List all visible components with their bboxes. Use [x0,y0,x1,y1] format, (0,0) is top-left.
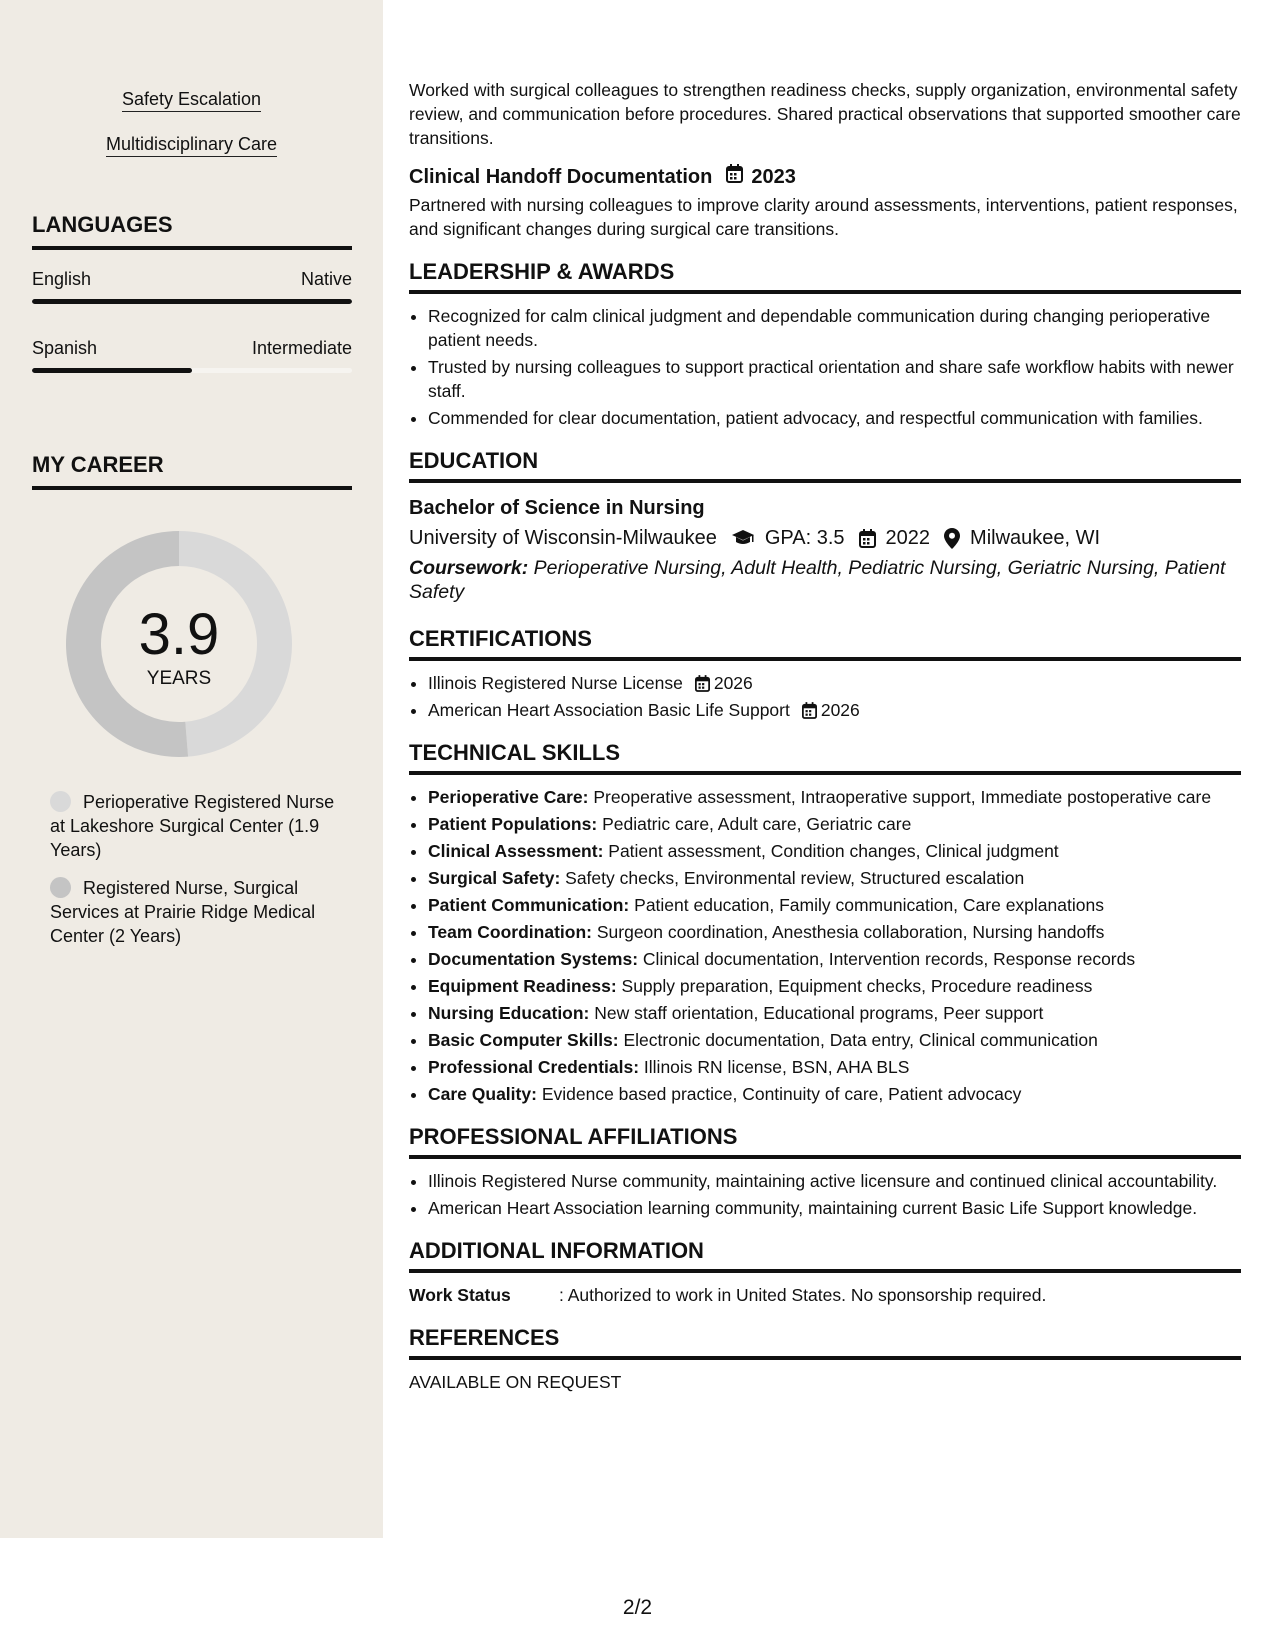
skill-tag [0,88,383,110]
skill-text: Surgeon coordination, Anesthesia collaboration, Nursing handoffs [596,922,1105,942]
skill-label: Professional Credentials: [428,1057,640,1077]
certification-item [428,671,1241,695]
list-item: • Commended for clear documentation, patient advocacy, and respectful communication with families. [428,406,1241,430]
career-donut-chart [66,531,292,757]
language-row [32,268,352,290]
graduation-cap-icon [731,529,755,547]
certifications-list [409,671,1241,722]
education-year: 2022 [885,527,931,549]
language-level: Native [300,269,352,289]
calendar-icon [802,702,817,719]
language-name: Spanish [32,338,98,358]
sidebar [0,0,383,1538]
skill-item [428,812,1241,836]
certification-name: • American Heart Association Basic Life Support [428,700,790,720]
project-title: Clinical Handoff Documentation [409,166,713,188]
skill-label: Perioperative Care: [428,787,589,807]
skills-list [409,785,1241,1106]
career-years-label: YEARS [146,668,212,689]
skill-text: Electronic documentation, Data entry, Clinical communication [623,1030,1098,1050]
skill-text: Illinois RN license, BSN, AHA BLS [643,1057,910,1077]
skill-label: Patient Populations: [428,814,598,834]
language-proficiency-bar [32,368,352,373]
education-details [409,525,1241,551]
skill-item [428,920,1241,944]
list-item: • Illinois Registered Nurse community, maintaining active licensure and continued clinical accountability. [428,1169,1241,1193]
skill-item [428,785,1241,809]
references-heading: REFERENCES [409,1325,1241,1360]
skill-label: Basic Computer Skills: [428,1030,619,1050]
project-description: Partnered with nursing colleagues to improve clarity around assessments, interventions, patient responses, and significant changes during surgical care transitions. [409,195,1238,239]
career-legend-text: Perioperative Registered Nurse at Lakeshore Surgical Center (1.9 Years) [50,792,335,860]
career-legend-item [50,876,340,948]
skill-label: Equipment Readiness: [428,976,617,996]
legend-dot-icon [50,791,71,812]
certification-item [428,698,1241,722]
certification-year: 2026 [713,673,753,693]
skill-item [428,1055,1241,1079]
skill-label: Patient Communication: [428,895,630,915]
work-status-label: Work Status [409,1285,511,1305]
skill-item [428,893,1241,917]
list-item: • Trusted by nursing colleagues to support practical orientation and share safe workflow habits with newer staff. [428,355,1241,403]
certification-year: 2026 [820,700,860,720]
work-status-value: : Authorized to work in United States. No sponsorship required. [559,1285,1047,1305]
language-proficiency-fill [32,368,192,373]
skill-item [428,866,1241,890]
skill-text: Supply preparation, Equipment checks, Procedure readiness [621,976,1093,996]
language-row [32,337,352,359]
certification-name: • Illinois Registered Nurse License [428,673,683,693]
skills-heading: TECHNICAL SKILLS [409,740,1241,775]
page-number: 2/2 [622,1596,653,1619]
education-location: Milwaukee, WI [970,527,1101,549]
skill-label: Surgical Safety: [428,868,561,888]
skill-text: Preoperative assessment, Intraoperative support, Immediate postoperative care [593,787,1212,807]
language-proficiency-fill [32,299,352,304]
main-content [409,78,1241,1394]
skill-item [428,947,1241,971]
career-legend-text: Registered Nurse, Surgical Services at Prairie Ridge Medical Center (2 Years) [50,878,316,946]
affiliations-heading: PROFESSIONAL AFFILIATIONS [409,1124,1241,1159]
experience-description: Worked with surgical colleagues to strengthen readiness checks, supply organization, environmental safety review, and communication before procedures. Shared practical observations that supported smoother care transitions. [409,80,1241,148]
skill-item [428,1028,1241,1052]
calendar-icon [726,164,743,190]
additional-info-heading: ADDITIONAL INFORMATION [409,1238,1241,1273]
language-proficiency-bar [32,299,352,304]
affiliations-list [409,1169,1241,1220]
skill-item [428,1082,1241,1106]
skill-text: Evidence based practice, Continuity of care, Patient advocacy [541,1084,1022,1104]
certifications-heading: CERTIFICATIONS [409,626,1241,661]
project-year: 2023 [751,166,796,188]
skill-text: Patient education, Family communication, Care explanations [634,895,1104,915]
skill-label: Clinical Assessment: [428,841,604,861]
coursework-list: Perioperative Nursing, Adult Health, Pediatric Nursing, Geriatric Nursing, Patient Safety [409,557,1226,603]
legend-dot-icon [50,877,71,898]
leadership-list [409,304,1241,430]
skill-tag [0,133,383,155]
coursework-label: Coursework: [409,557,529,579]
skill-text: Patient assessment, Condition changes, Clinical judgment [608,841,1059,861]
skill-label: Documentation Systems: [428,949,639,969]
education-school: University of Wisconsin-Milwaukee [409,527,717,549]
skill-item [428,839,1241,863]
list-item: • American Heart Association learning community, maintaining current Basic Life Support knowledge. [428,1196,1241,1220]
languages-heading: LANGUAGES [32,212,352,250]
education-degree: Bachelor of Science in Nursing [409,497,705,519]
skill-text: Pediatric care, Adult care, Geriatric care [602,814,912,834]
skill-text: Clinical documentation, Intervention records, Response records [642,949,1136,969]
calendar-icon [859,529,876,548]
work-status-row [409,1283,1241,1307]
skill-tag-label: Safety Escalation [122,89,261,112]
education-coursework [409,556,1241,604]
project-title-row [409,164,1241,190]
skill-tag-label: Multidisciplinary Care [106,134,277,157]
skill-text: Safety checks, Environmental review, Structured escalation [565,868,1025,888]
skill-label: Care Quality: [428,1084,537,1104]
skill-text: New staff orientation, Educational programs, Peer support [594,1003,1044,1023]
education-gpa: GPA: 3.5 [764,527,845,549]
language-level: Intermediate [251,338,352,358]
skill-item [428,1001,1241,1025]
education-heading: EDUCATION [409,448,1241,483]
career-heading: MY CAREER [32,452,352,490]
skill-label: Team Coordination: [428,922,592,942]
list-item: • Recognized for calm clinical judgment and dependable communication during changing perioperative patient needs. [428,304,1241,352]
skill-item [428,974,1241,998]
calendar-icon [695,675,710,692]
map-pin-icon [944,528,960,549]
references-text: AVAILABLE ON REQUEST [409,1372,622,1392]
language-name: English [32,269,92,289]
career-legend-item [50,790,340,862]
leadership-heading: LEADERSHIP & AWARDS [409,259,1241,294]
skill-label: Nursing Education: [428,1003,590,1023]
career-total-years: 3.9 [138,602,220,667]
